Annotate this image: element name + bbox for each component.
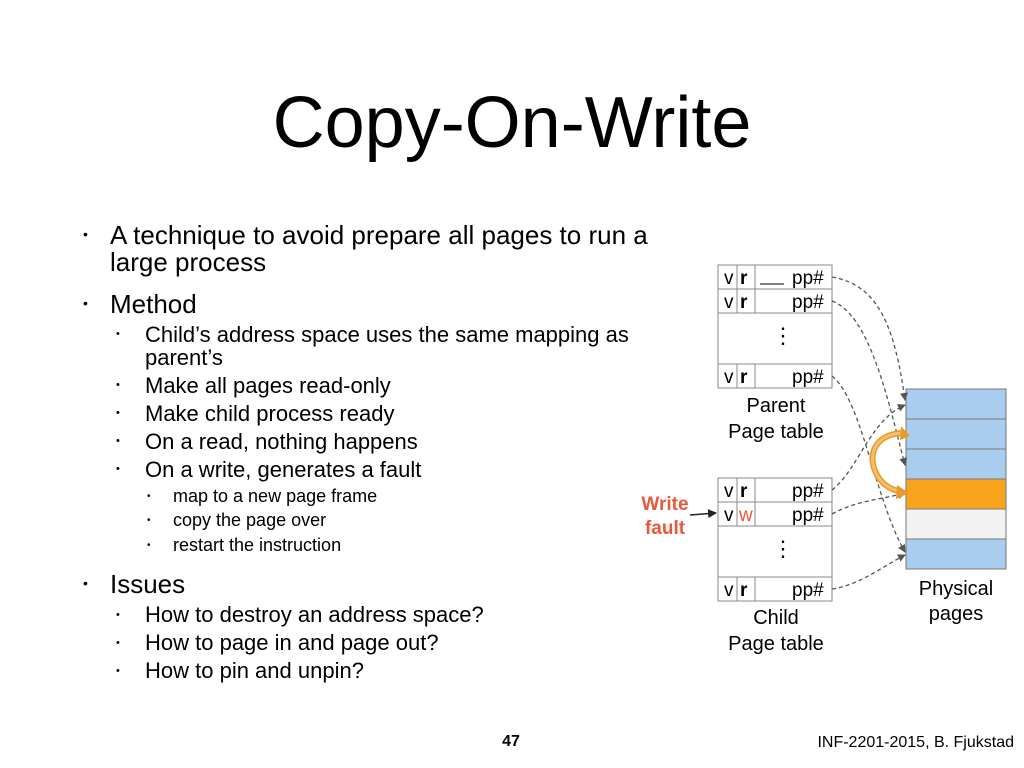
bullet-method: Method (110, 289, 197, 319)
copy-page-arrow (872, 426, 910, 499)
physical-pages (906, 389, 1006, 569)
method-item: On a read, nothing happens (145, 429, 418, 454)
child-row-ppn: pp# (792, 505, 824, 526)
method-item: Make all pages read-only (145, 373, 391, 398)
bullet-marker: • (116, 379, 120, 391)
footer-credit: INF-2201-2015, B. Fjukstad (817, 734, 1014, 751)
fault-step: copy the page over (173, 510, 327, 530)
child-row-write-perm: w (739, 505, 753, 526)
write-fault-arrow (690, 513, 716, 515)
issues-item: How to destroy an address space? (145, 602, 484, 627)
parent-row-perm: r (740, 268, 748, 289)
method-item: Child’s address space uses the same mapping as (145, 322, 629, 347)
child-row-ppn: pp# (792, 481, 824, 502)
method-item: Make child process ready (145, 401, 395, 426)
bullet-marker: • (116, 463, 120, 475)
child-page-table (718, 478, 832, 601)
bullet-marker: • (116, 637, 120, 649)
method-item-cont: parent’s (145, 345, 223, 370)
physical-pages-label-2: pages (928, 603, 984, 625)
parent-table-label: Parent (746, 395, 806, 417)
bullet-marker: • (147, 491, 151, 502)
child-row-valid: v (724, 580, 734, 601)
bullet-technique: A technique to avoid prepare all pages to run a (110, 220, 648, 250)
parent-row-valid: v (724, 292, 734, 313)
child-row-perm: r (740, 580, 748, 601)
child-ellipsis: ⋮ (772, 536, 794, 561)
child-row-ppn: pp# (792, 580, 824, 601)
bullet-marker: • (83, 226, 88, 242)
bullet-marker: • (116, 328, 120, 340)
parent-row-ppn: pp# (792, 367, 824, 388)
issues-item: How to page in and page out? (145, 630, 439, 655)
bullet-marker: • (116, 407, 120, 419)
parent-row-valid: v (724, 268, 734, 289)
bullet-marker: • (83, 295, 88, 311)
child-table-label-2: Page table (728, 633, 824, 655)
child-row-valid: v (724, 505, 734, 526)
bullet-marker: • (83, 575, 88, 591)
bullet-issues: Issues (110, 569, 186, 599)
fault-step: map to a new page frame (173, 486, 378, 506)
bullet-marker: • (147, 540, 151, 551)
write-fault-label-2: fault (644, 518, 686, 539)
child-table-label: Child (753, 607, 799, 629)
slide-title: Copy-On-Write (272, 83, 752, 163)
parent-row-ppn: pp# (792, 268, 824, 289)
method-item: On a write, generates a fault (145, 457, 422, 482)
physical-pages-label: Physical (918, 578, 994, 600)
write-fault-label: Write (641, 494, 689, 515)
bullet-technique-cont: large process (110, 247, 267, 277)
bullet-marker: • (116, 435, 120, 447)
issues-item: How to pin and unpin? (145, 658, 364, 683)
parent-row-valid: v (724, 367, 734, 388)
parent-ellipsis: ⋮ (772, 323, 794, 348)
parent-row-perm: r (740, 292, 748, 313)
page-number: 47 (502, 733, 520, 750)
child-row-perm: r (740, 481, 748, 502)
fault-step: restart the instruction (173, 535, 342, 555)
parent-page-table (718, 265, 832, 388)
bullet-marker: • (147, 515, 151, 526)
parent-row-perm: r (740, 367, 748, 388)
parent-table-label-2: Page table (728, 421, 824, 443)
child-row-valid: v (724, 481, 734, 502)
parent-mapping-arrows (832, 277, 905, 552)
bullet-marker: • (116, 609, 120, 621)
parent-row-ppn: pp# (792, 292, 824, 313)
bullet-marker: • (116, 665, 120, 677)
